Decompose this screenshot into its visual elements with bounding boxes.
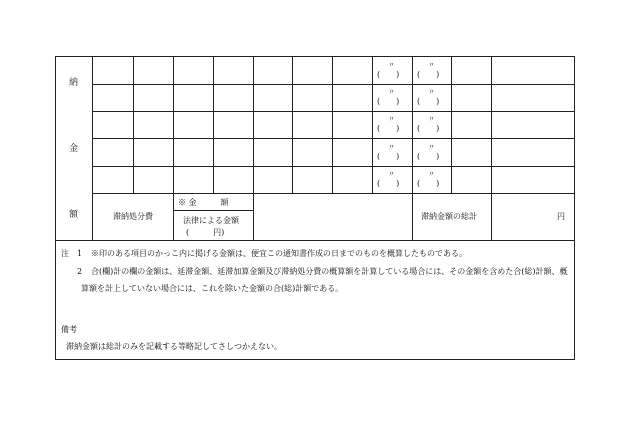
col-line: [92, 56, 93, 240]
row-line: [92, 111, 575, 112]
amount-paren: ( ): [377, 152, 400, 161]
amount-paren: ( ): [417, 179, 440, 188]
amount-paren: ( ): [417, 124, 440, 133]
side-label-gaku: 額: [69, 210, 79, 220]
amount-paren: ( ): [417, 70, 440, 79]
amount-paren: ( ): [417, 152, 440, 161]
notes-label: 注: [61, 249, 69, 258]
ditto-mark: 〃: [388, 61, 395, 69]
note-1-text: ※印のある項目のかっこ内に掲げる金額は、便宜この通知書作成の日までのものを概算したものである。: [91, 249, 467, 258]
note-1-number: 1: [77, 249, 83, 258]
amount-paren: ( ): [377, 97, 400, 106]
subrow-line: [173, 210, 253, 211]
ditto-mark: 〃: [388, 88, 395, 96]
amount-paren: ( ): [417, 97, 440, 106]
row-line: [92, 84, 575, 85]
row-line: [92, 166, 575, 167]
row-line: [92, 193, 575, 194]
col-line: [412, 56, 413, 240]
ditto-mark: 〃: [388, 143, 395, 151]
col-line: [332, 56, 333, 193]
col-line: [253, 56, 254, 240]
remarks-text: 滞納金額は総計のみを記載する等略記してさしつかえない。: [66, 342, 282, 351]
remarks-heading: 備考: [61, 325, 77, 334]
ditto-mark: 〃: [428, 88, 435, 96]
ditto-mark: 〃: [428, 143, 435, 151]
amount-note-label: ※ 金 額: [178, 198, 229, 207]
col-line: [451, 56, 452, 193]
ditto-mark: 〃: [428, 61, 435, 69]
note-2-text-line2: 算額を計上していない場合には、これを除いた金額の合(総)計額である。: [81, 284, 344, 293]
penalty-fee-label: 滞納処分費: [113, 212, 153, 221]
amount-paren: ( ): [377, 70, 400, 79]
total-label: 滞納金額の総計: [421, 212, 477, 221]
ditto-mark: 〃: [388, 115, 395, 123]
note-2-text-line1: 合(欄)計の欄の金額は、延滞金額、延滞加算金額及び滞納処分費の概算額を計算している場合には、その金額を含めた合(総)計額、概: [91, 267, 568, 276]
ditto-mark: 〃: [428, 170, 435, 178]
amount-paren: ( ): [377, 179, 400, 188]
col-line: [173, 56, 174, 240]
amount-paren: ( ): [377, 124, 400, 133]
ditto-mark: 〃: [428, 115, 435, 123]
ditto-mark: 〃: [388, 170, 395, 178]
col-line: [133, 56, 134, 193]
yen-paren: ( 円): [186, 228, 225, 237]
table-bottom-line: [55, 240, 575, 241]
note-2-number: 2: [77, 267, 83, 276]
row-line: [92, 138, 575, 139]
col-line: [372, 56, 373, 193]
side-label-kin: 金: [69, 144, 79, 154]
col-line: [491, 56, 492, 240]
yen-unit: 円: [557, 212, 565, 221]
legal-amount-label: 法律による金額: [183, 216, 239, 225]
col-line: [292, 56, 293, 193]
side-label-nou: 納: [69, 78, 79, 88]
col-line: [213, 56, 214, 193]
